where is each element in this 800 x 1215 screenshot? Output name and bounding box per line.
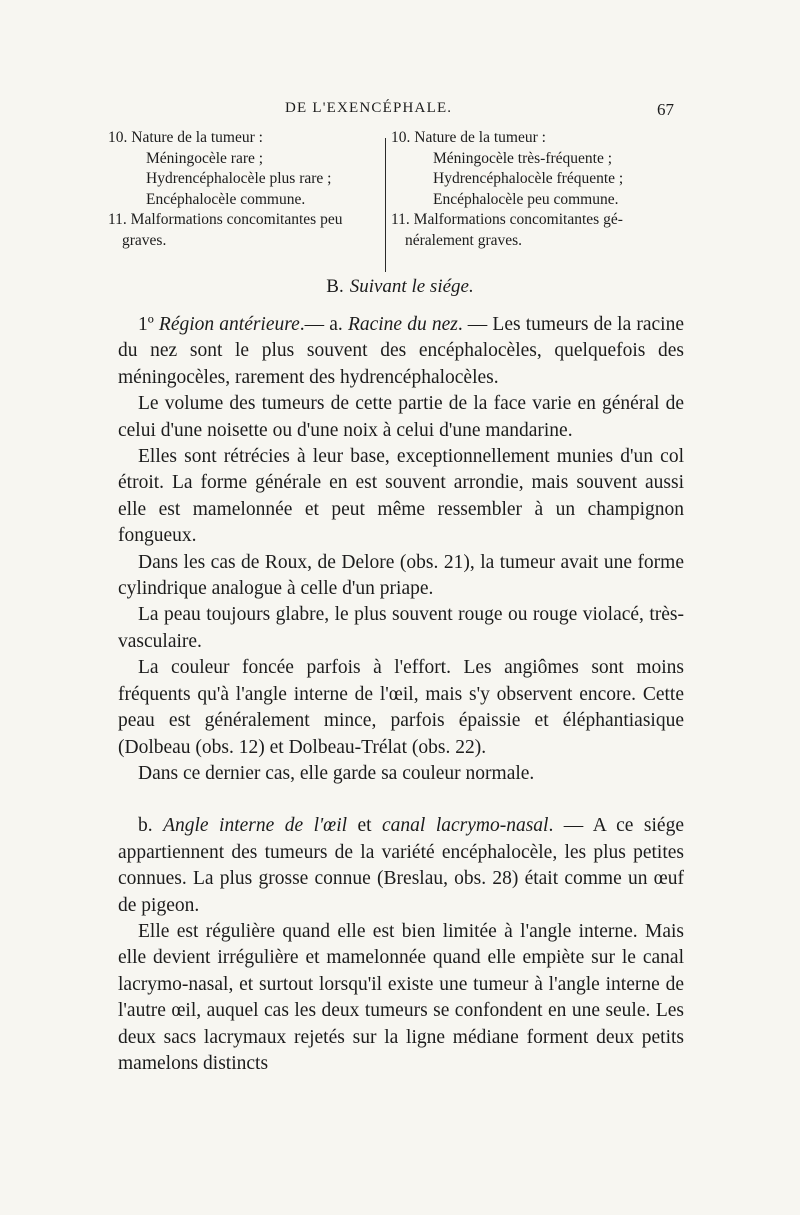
right-column (391, 128, 686, 251)
p1-lead: 1º (138, 314, 159, 335)
left-column (108, 128, 376, 251)
section-title (0, 276, 800, 298)
right-nature-title: 10. Nature de la tumeur : (391, 129, 546, 146)
p8-lead: b. (138, 815, 164, 837)
section-title-text: Suivant le siége. (349, 276, 474, 297)
paragraph: Le volume des tumeurs de cette partie de la face varie en général de celui d'une noisette ou d'une noix à celui d'une mandarine. (118, 393, 684, 441)
paragraph: Dans ce dernier cas, elle garde sa couleur normale. (138, 762, 535, 784)
left-malformations-line1: 11. Malformations concomitantes peu (108, 211, 343, 228)
right-malformations-line2: néralement graves. (405, 231, 523, 249)
running-title: DE L'EXENCÉPHALE. (285, 100, 453, 116)
p1-text: . — Les tumeurs de la racine du nez sont le plus souvent des encéphalocèles, quelquefois des méningocèles, rarement des hydrencéphalocèles. (118, 314, 684, 388)
left-nature-title: 10. Nature de la tumeur : (108, 129, 263, 146)
paragraph: Elle est régulière quand elle est bien limitée à l'angle interne. Mais elle devient irrégulière et mamelonnée quand elle empiète sur le canal lacrymo-nasal, et surtout lorsqu'il existe une tumeur à l'angle interne de l'autre œil, auquel cas les deux tumeurs se confondent en une seule. Les deux sacs lacrymaux rejetés sur la ligne médiane forment deux petits mamelons distincts (118, 920, 684, 1074)
p8-text: . — A ce siége appartiennent des tumeurs de la variété encéphalocèle, les plus petites connues. La plus grosse connue (Breslau, obs. 28) était comme un œuf de pigeon. (118, 815, 684, 916)
p8-mid: et (347, 815, 383, 837)
running-head (0, 100, 800, 122)
right-malformations-line1: 11. Malformations concomitantes gé- (391, 211, 623, 228)
right-item: Méningocèle très-fréquente ; (433, 149, 613, 167)
paragraph: Elles sont rétrécies à leur base, exceptionnellement munies d'un col étroit. La forme générale en est souvent arrondie, mais souvent aussi elle est mamelonnée et peut même ressembler à un champignon fongueux. (118, 446, 684, 547)
p1-subheading: Racine du nez (347, 314, 458, 335)
left-malformations-line2: graves. (122, 231, 167, 249)
left-item: Hydrencéphalocèle plus rare ; (146, 170, 332, 187)
paragraph: La peau toujours glabre, le plus souvent rouge ou rouge violacé, très-vasculaire. (118, 604, 684, 652)
p1-region: Région antérieure (158, 314, 300, 335)
page-number: 67 (657, 100, 674, 119)
paragraph-region-anterieure (118, 312, 684, 391)
left-item: Encéphalocèle commune. (146, 190, 306, 208)
left-item: Méningocèle rare ; (146, 149, 264, 167)
paragraph: La couleur foncée parfois à l'effort. Les angiômes sont moins fréquents qu'à l'angle interne de l'œil, mais s'y observent encore. Cette peau est généralement mince, parfois épaissie et éléphantiasique (Dolbeau (obs. 12) et Dolbeau-Trélat (obs. 22). (118, 657, 684, 758)
section-letter: B. (326, 276, 344, 297)
paragraph-angle-interne (118, 813, 684, 919)
right-item: Encéphalocèle peu commune. (433, 190, 619, 208)
paragraph: Dans les cas de Roux, de Delore (obs. 21), la tumeur avait une forme cylindrique analogue à celle d'un priape. (118, 551, 684, 600)
right-item: Hydrencéphalocèle fréquente ; (433, 170, 624, 187)
p1-sep: .— a. (299, 314, 348, 335)
column-divider (385, 138, 386, 272)
p8-subheading-2: canal lacrymo-nasal (382, 815, 549, 837)
p8-subheading-1: Angle interne de l'œil (163, 815, 348, 837)
body-text (118, 312, 684, 1077)
